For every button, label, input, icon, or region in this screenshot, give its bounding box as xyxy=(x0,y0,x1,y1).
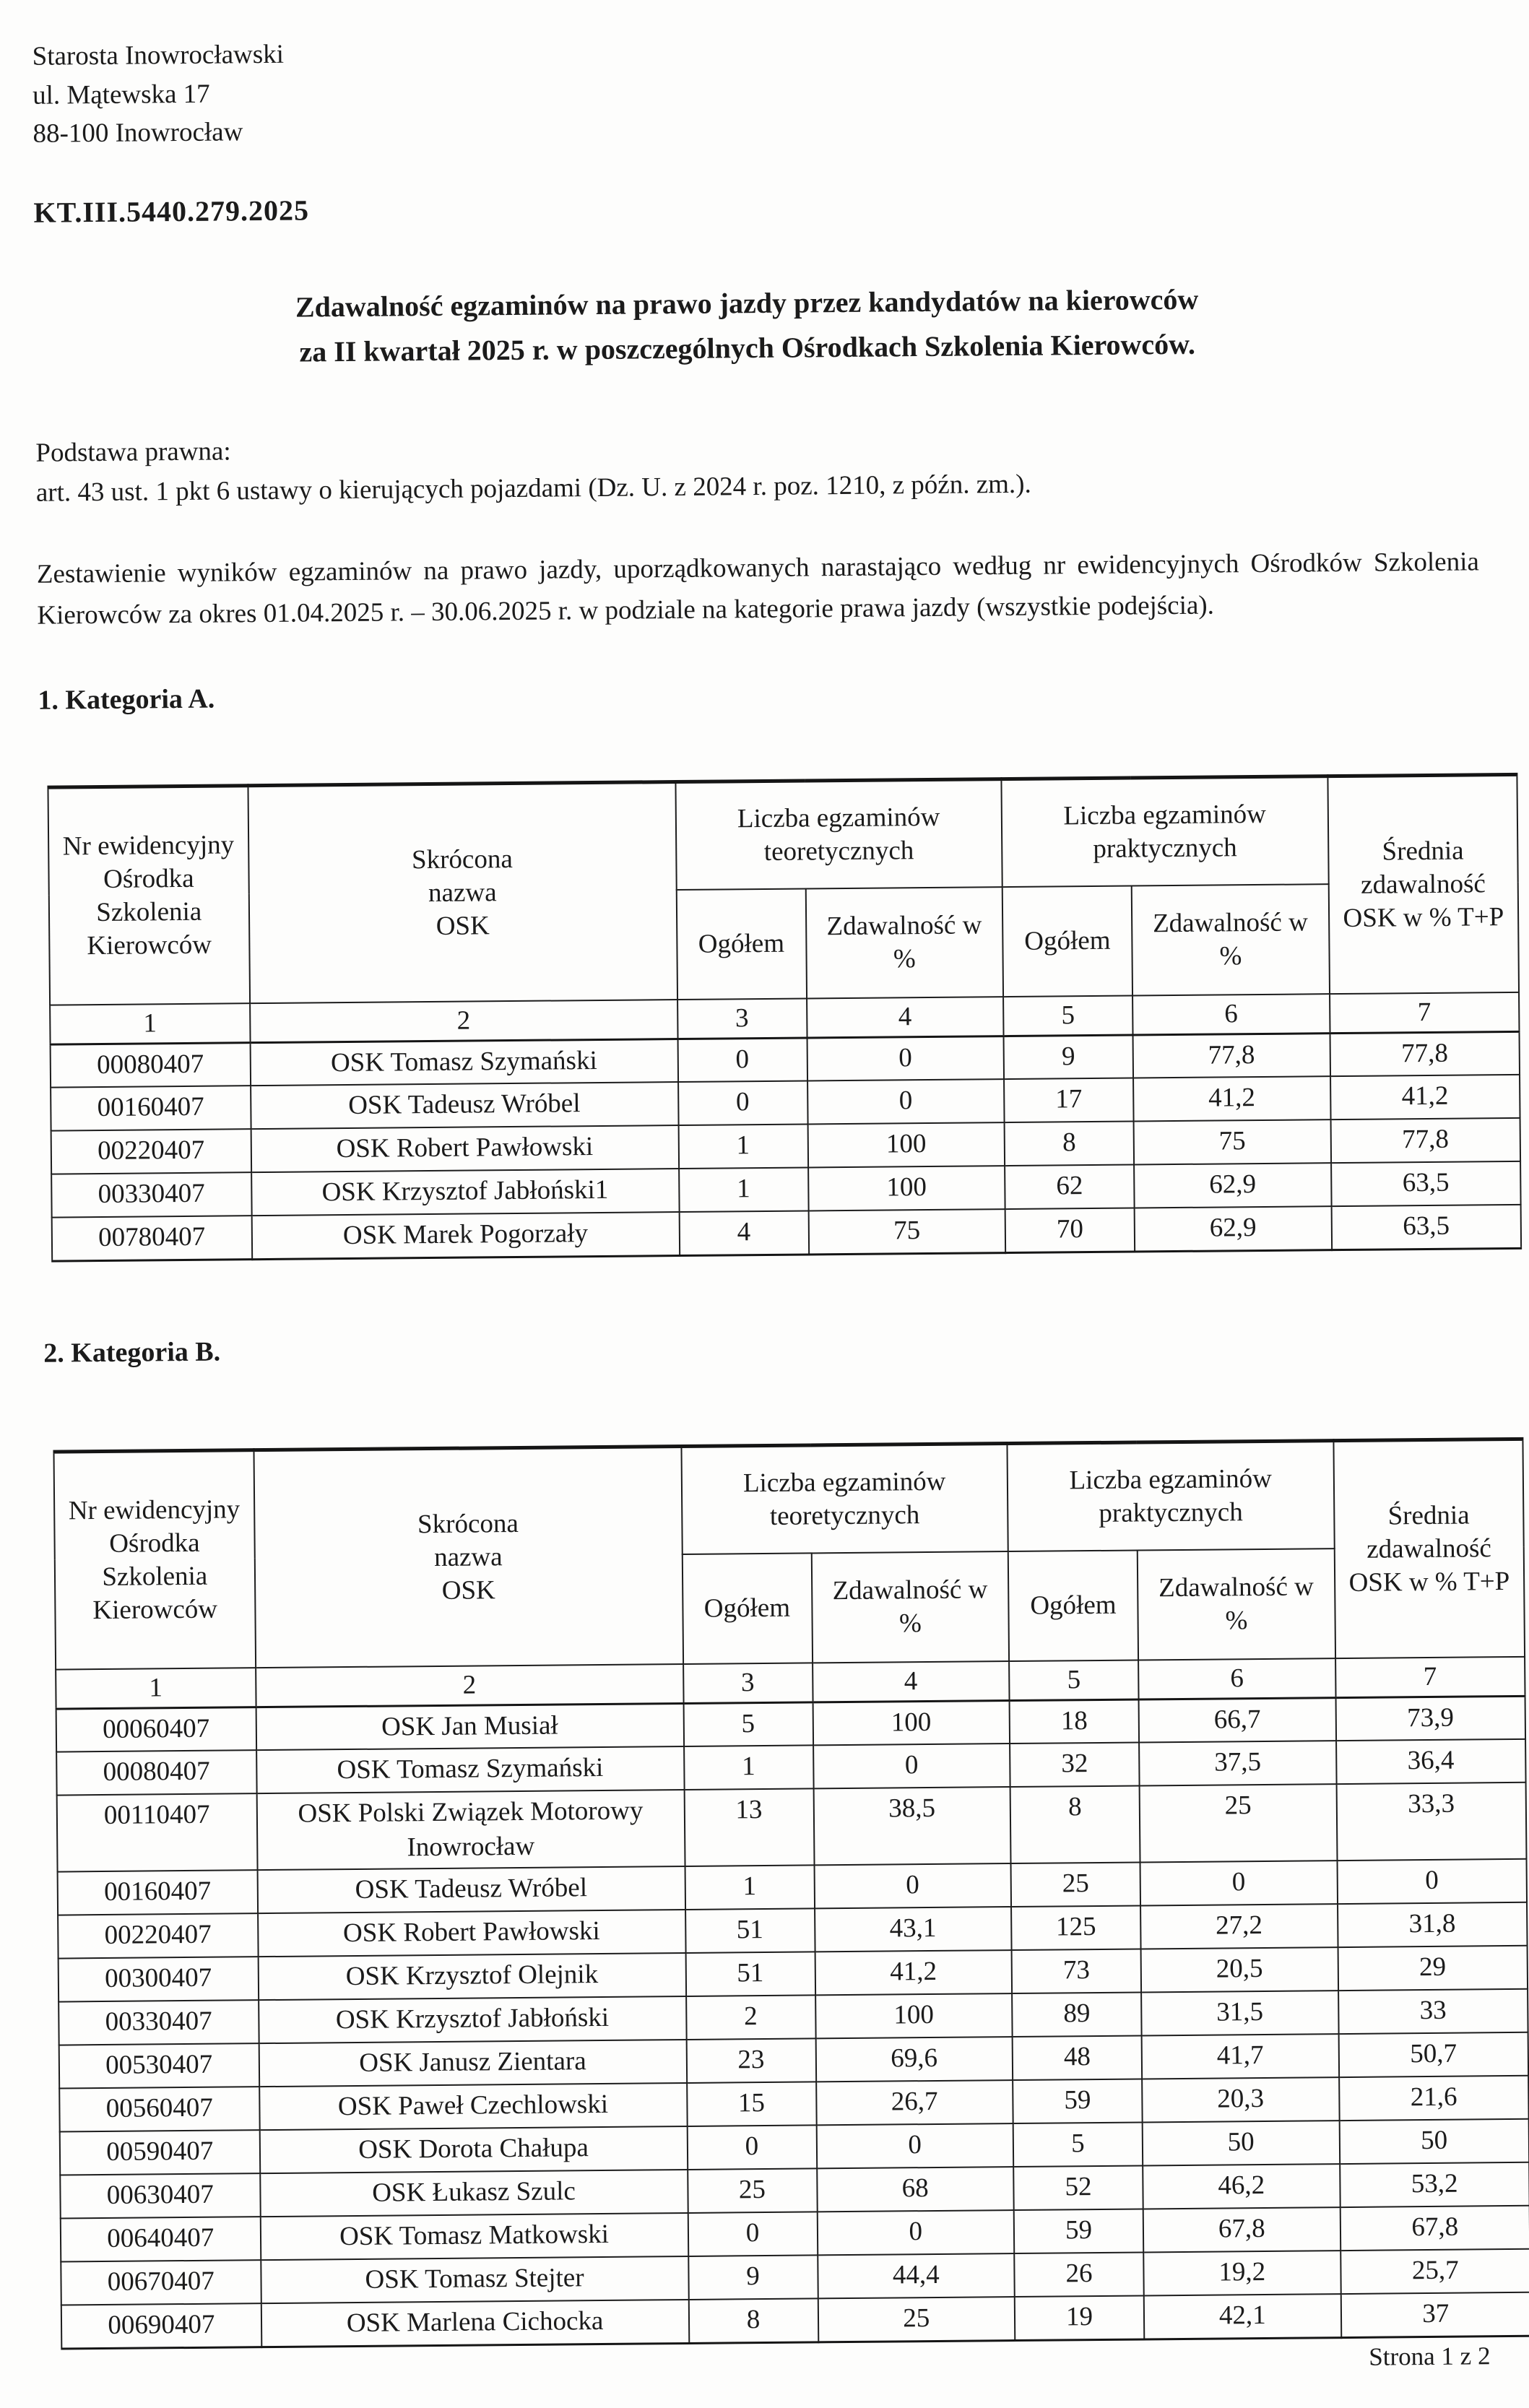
cell-value: 59 xyxy=(1013,2079,1143,2124)
cell-value: 32 xyxy=(1010,1743,1140,1788)
cell-value: 46,2 xyxy=(1143,2164,1340,2209)
cell-osk-name: OSK Tadeusz Wróbel xyxy=(251,1082,678,1129)
column-header-short-name: Skrócona nazwa OSK xyxy=(254,1446,683,1668)
cell-osk-name: OSK Jan Musiał xyxy=(256,1703,683,1750)
cell-register-number: 00690407 xyxy=(61,2303,261,2348)
cell-osk-name: OSK Robert Pawłowski xyxy=(258,1910,685,1957)
cell-value: 75 xyxy=(1134,1119,1331,1164)
cell-average: 33,3 xyxy=(1336,1783,1526,1861)
cell-value: 89 xyxy=(1012,1993,1142,2037)
cell-value: 25 xyxy=(1011,1863,1141,1907)
table-body-category-a xyxy=(51,1031,1522,1261)
cell-osk-name: OSK Tadeusz Wróbel xyxy=(257,1866,685,1913)
column-header-average-pass-rate: Średnia zdawalność OSK w % T+P xyxy=(1327,774,1519,994)
cell-value: 9 xyxy=(1004,1035,1134,1080)
section-heading-category-a: 1. Kategoria A. xyxy=(38,683,215,716)
cell-osk-name: OSK Łukasz Szulc xyxy=(260,2170,688,2217)
cell-value: 26 xyxy=(1014,2253,1144,2297)
cell-average: 37 xyxy=(1340,2292,1529,2337)
cell-osk-name: OSK Dorota Chałupa xyxy=(259,2126,687,2173)
cell-osk-name: OSK Krzysztof Olejnik xyxy=(258,1953,685,2000)
cell-register-number: 00330407 xyxy=(51,1172,251,1217)
cell-register-number: 00110407 xyxy=(57,1793,258,1871)
cell-value: 31,5 xyxy=(1141,1991,1338,2035)
column-header-register-number: Nr ewidencyjny Ośrodka Szkolenia Kierowców xyxy=(48,785,249,1005)
column-number: 4 xyxy=(813,1661,1010,1702)
cell-value: 19 xyxy=(1015,2296,1145,2341)
cell-register-number: 00080407 xyxy=(51,1042,251,1087)
cell-register-number: 00630407 xyxy=(60,2173,260,2218)
results-table-category-b xyxy=(53,1437,1529,2349)
cell-register-number: 00300407 xyxy=(59,1957,259,2001)
column-group-theoretical-exams: Liczba egzaminów teoretycznych xyxy=(681,1443,1008,1554)
cell-value: 1 xyxy=(679,1168,809,1213)
legal-basis xyxy=(35,420,1483,513)
column-number: 3 xyxy=(683,1663,813,1704)
cell-register-number: 00330407 xyxy=(59,2000,259,2045)
column-number: 2 xyxy=(250,1000,677,1042)
cell-value: 77,8 xyxy=(1133,1033,1330,1078)
page-number: Strona 1 z 2 xyxy=(1369,2341,1491,2371)
cell-average: 63,5 xyxy=(1331,1161,1521,1206)
cell-value: 23 xyxy=(686,2039,816,2084)
column-group-practical-exams: Liczba egzaminów praktycznych xyxy=(1001,776,1328,887)
column-header-short-name: Skrócona nazwa OSK xyxy=(248,781,677,1003)
cell-average: 50 xyxy=(1339,2119,1529,2164)
cell-average: 41,2 xyxy=(1330,1075,1520,1119)
cell-value: 68 xyxy=(817,2167,1014,2212)
cell-osk-name: OSK Polski Związek Motorowy Inowrocław xyxy=(256,1790,685,1870)
column-header-theory-total: Ogółem xyxy=(676,889,806,1000)
column-header-practice-total: Ogółem xyxy=(1002,886,1132,997)
cell-value: 67,8 xyxy=(1143,2207,1340,2252)
column-header-average-pass-rate: Średnia zdawalność OSK w % T+P xyxy=(1333,1439,1525,1658)
cell-value: 0 xyxy=(687,2126,817,2170)
cell-average: 31,8 xyxy=(1338,1902,1528,1947)
cell-value: 5 xyxy=(1013,2123,1143,2167)
column-number: 4 xyxy=(807,997,1004,1037)
cell-register-number: 00670407 xyxy=(61,2260,261,2305)
cell-value: 17 xyxy=(1004,1078,1134,1123)
intro-paragraph: Zestawienie wyników egzaminów na prawo jazdy, uporządkowanych narastająco według nr ewidencyjnych Ośrodków Szkolenia Kierowców za okres 01.04.2025 r. – 30.06.2025 r. w podziale na kategorie prawa jazdy (wszystkie podejścia). xyxy=(36,547,1479,631)
cell-value: 0 xyxy=(1140,1861,1338,1905)
cell-value: 100 xyxy=(815,1993,1013,2038)
column-number: 2 xyxy=(256,1664,683,1707)
cell-value: 38,5 xyxy=(813,1787,1010,1865)
cell-value: 51 xyxy=(685,1909,815,1954)
cell-value: 0 xyxy=(807,1036,1004,1080)
document-title xyxy=(34,274,1481,376)
cell-average: 36,4 xyxy=(1336,1739,1526,1784)
letterhead-authority: Starosta Inowrocławski xyxy=(32,39,285,72)
cell-value: 69,6 xyxy=(815,2037,1013,2082)
cell-osk-name: OSK Marek Pogorzały xyxy=(251,1212,679,1259)
cell-value: 100 xyxy=(813,1700,1010,1745)
cell-value: 37,5 xyxy=(1139,1741,1336,1785)
cell-average: 29 xyxy=(1338,1946,1528,1991)
column-number: 7 xyxy=(1330,992,1520,1033)
cell-register-number: 00560407 xyxy=(59,2087,259,2131)
cell-value: 1 xyxy=(684,1746,814,1790)
cell-value: 0 xyxy=(677,1038,807,1083)
cell-value: 100 xyxy=(808,1166,1005,1211)
cell-value: 27,2 xyxy=(1140,1904,1338,1949)
cell-value: 25 xyxy=(1140,1784,1337,1862)
cell-osk-name: OSK Krzysztof Jabłoński1 xyxy=(251,1169,679,1216)
column-number: 5 xyxy=(1009,1660,1138,1701)
section-heading-category-b: 2. Kategoria B. xyxy=(43,1336,221,1369)
cell-value: 5 xyxy=(683,1702,813,1747)
cell-value: 100 xyxy=(807,1122,1005,1167)
cell-value: 20,5 xyxy=(1141,1947,1338,1992)
cell-register-number: 00590407 xyxy=(60,2130,260,2175)
cell-register-number: 00060407 xyxy=(56,1707,256,1751)
cell-value: 4 xyxy=(679,1211,809,1256)
cell-register-number: 00080407 xyxy=(56,1750,256,1795)
column-number: 1 xyxy=(56,1668,256,1708)
cell-value: 66,7 xyxy=(1139,1697,1336,1742)
cell-value: 8 xyxy=(1005,1122,1135,1166)
cell-value: 59 xyxy=(1014,2209,1144,2254)
cell-value: 42,1 xyxy=(1144,2294,1341,2339)
results-table-category-a xyxy=(47,772,1522,1262)
cell-value: 13 xyxy=(684,1789,814,1867)
cell-value: 73 xyxy=(1012,1949,1142,1994)
cell-value: 0 xyxy=(688,2212,818,2257)
cell-value: 41,2 xyxy=(815,1950,1012,1995)
cell-register-number: 00640407 xyxy=(61,2217,261,2261)
column-header-register-number: Nr ewidencyjny Ośrodka Szkolenia Kierowców xyxy=(53,1450,255,1669)
document-title-line1: Zdawalność egzaminów na prawo jazdy przez kandydatów na kierowców xyxy=(295,282,1199,324)
column-number: 3 xyxy=(677,999,807,1039)
cell-average: 0 xyxy=(1337,1859,1527,1904)
cell-value: 43,1 xyxy=(815,1907,1012,1952)
cell-value: 41,7 xyxy=(1142,2034,1339,2079)
cell-value: 51 xyxy=(685,1952,815,1997)
column-number: 1 xyxy=(50,1003,250,1044)
cell-value: 18 xyxy=(1010,1699,1140,1744)
cell-average: 73,9 xyxy=(1335,1696,1525,1741)
cell-value: 44,4 xyxy=(818,2253,1015,2298)
cell-osk-name: OSK Tomasz Matkowski xyxy=(260,2213,688,2260)
cell-value: 125 xyxy=(1011,1906,1141,1951)
cell-value: 20,3 xyxy=(1142,2077,1339,2122)
cell-average: 67,8 xyxy=(1340,2206,1529,2251)
cell-register-number: 00220407 xyxy=(58,1913,258,1958)
cell-average: 25,7 xyxy=(1340,2249,1529,2294)
cell-average: 77,8 xyxy=(1330,1031,1520,1076)
cell-average: 77,8 xyxy=(1330,1118,1520,1163)
table-body-category-b xyxy=(56,1696,1529,2349)
cell-value: 75 xyxy=(808,1209,1005,1254)
column-header-practice-total: Ogółem xyxy=(1008,1551,1138,1662)
column-header-practice-pass-rate: Zdawalność w % xyxy=(1138,1549,1335,1660)
cell-osk-name: OSK Tomasz Szymański xyxy=(256,1746,684,1793)
column-number: 6 xyxy=(1138,1658,1335,1699)
cell-average: 63,5 xyxy=(1331,1205,1521,1250)
column-header-theory-pass-rate: Zdawalność w % xyxy=(805,887,1003,998)
cell-value: 0 xyxy=(817,2210,1014,2255)
cell-value: 1 xyxy=(678,1125,808,1169)
cell-value: 8 xyxy=(1010,1786,1140,1864)
column-header-theory-pass-rate: Zdawalność w % xyxy=(811,1551,1009,1663)
column-header-practice-pass-rate: Zdawalność w % xyxy=(1132,884,1330,995)
case-number: KT.III.5440.279.2025 xyxy=(33,194,310,229)
cell-value: 48 xyxy=(1013,2036,1143,2081)
cell-osk-name: OSK Robert Pawłowski xyxy=(251,1125,678,1172)
cell-value: 25 xyxy=(818,2297,1015,2342)
cell-value: 19,2 xyxy=(1143,2251,1340,2295)
document-title-line2: za II kwartał 2025 r. w poszczególnych Ośrodkach Szkolenia Kierowców. xyxy=(299,327,1196,368)
column-number: 6 xyxy=(1132,994,1330,1034)
cell-average: 33 xyxy=(1338,1989,1528,2034)
letterhead xyxy=(32,25,1479,153)
column-group-theoretical-exams: Liczba egzaminów teoretycznych xyxy=(675,779,1002,890)
cell-value: 2 xyxy=(686,1996,816,2040)
cell-value: 0 xyxy=(816,2123,1013,2168)
cell-value: 62,9 xyxy=(1135,1206,1332,1251)
letterhead-city: 88-100 Inowrocław xyxy=(33,117,243,150)
cell-value: 52 xyxy=(1013,2166,1143,2211)
column-header-theory-total: Ogółem xyxy=(682,1554,812,1665)
cell-value: 0 xyxy=(678,1081,808,1126)
cell-value: 50 xyxy=(1143,2121,1340,2165)
cell-value: 41,2 xyxy=(1133,1076,1330,1121)
cell-value: 15 xyxy=(687,2082,817,2127)
legal-basis-text: art. 43 ust. 1 pkt 6 ustawy o kierujących pojazdami (Dz. U. z 2024 r. poz. 1210, z późn. zm.). xyxy=(35,469,1031,508)
legal-basis-label: Podstawa prawna: xyxy=(35,436,231,468)
cell-register-number: 00160407 xyxy=(58,1870,258,1915)
cell-osk-name: OSK Tomasz Stejter xyxy=(261,2256,688,2303)
cell-value: 8 xyxy=(688,2299,818,2344)
cell-osk-name: OSK Janusz Zientara xyxy=(259,2040,686,2087)
cell-register-number: 00530407 xyxy=(59,2043,259,2088)
cell-value: 26,7 xyxy=(816,2080,1013,2125)
cell-osk-name: OSK Paweł Czechlowski xyxy=(259,2083,687,2130)
cell-value: 0 xyxy=(814,1863,1011,1908)
cell-register-number: 00220407 xyxy=(51,1129,251,1174)
cell-osk-name: OSK Krzysztof Jabłoński xyxy=(259,1996,686,2043)
cell-value: 0 xyxy=(807,1079,1005,1124)
cell-average: 21,6 xyxy=(1339,2076,1529,2121)
cell-average: 53,2 xyxy=(1340,2162,1529,2207)
cell-value: 9 xyxy=(688,2256,818,2300)
column-number: 7 xyxy=(1335,1657,1525,1697)
cell-register-number: 00160407 xyxy=(51,1086,251,1130)
letterhead-street: ul. Mątewska 17 xyxy=(32,79,210,111)
table-row xyxy=(57,1783,1527,1872)
cell-average: 50,7 xyxy=(1338,2032,1528,2077)
column-number: 5 xyxy=(1003,996,1132,1036)
cell-value: 62 xyxy=(1005,1165,1135,1210)
cell-osk-name: OSK Marlena Cichocka xyxy=(261,2300,688,2347)
column-group-practical-exams: Liczba egzaminów praktycznych xyxy=(1007,1440,1334,1551)
cell-value: 70 xyxy=(1005,1208,1135,1253)
cell-register-number: 00780407 xyxy=(52,1216,252,1260)
cell-value: 1 xyxy=(685,1866,815,1910)
cell-value: 25 xyxy=(688,2169,818,2214)
cell-value: 0 xyxy=(813,1744,1010,1788)
cell-osk-name: OSK Tomasz Szymański xyxy=(250,1039,677,1086)
cell-value: 62,9 xyxy=(1134,1163,1331,1208)
